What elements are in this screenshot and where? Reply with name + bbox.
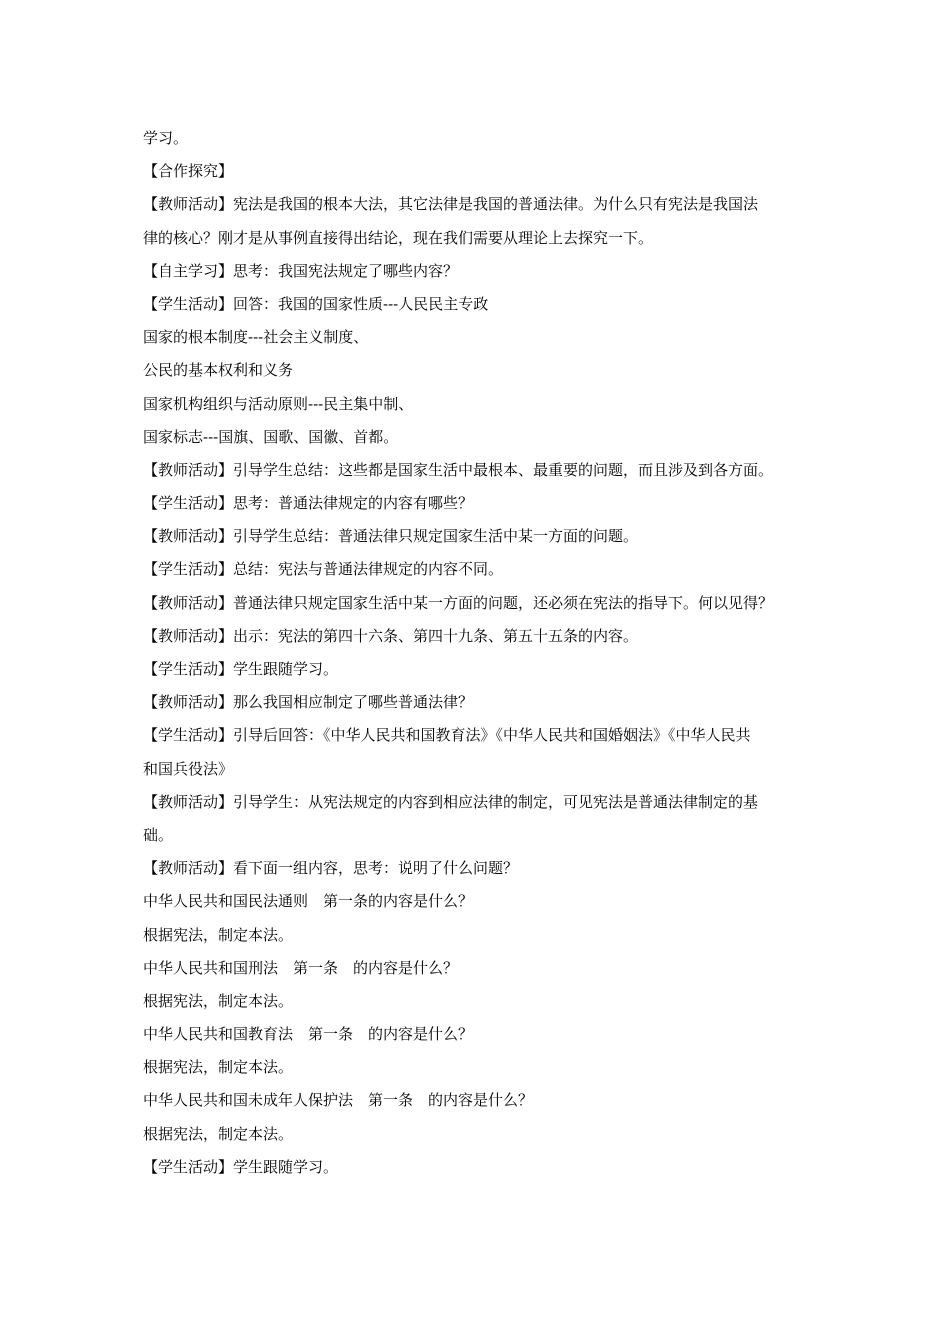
text-line: 公民的基本权利和义务 [143, 361, 294, 380]
section-heading: 【合作探究】 [143, 162, 234, 181]
text-line: 【学生活动】回答：我国的国家性质---人民民主专政 [143, 294, 489, 313]
text-line: 【教师活动】引导学生总结：普通法律只规定国家生活中某一方面的问题。 [143, 527, 639, 546]
text-line: 国家标志---国旗、国歌、国徽、首都。 [143, 427, 399, 446]
text-line: 【学生活动】学生跟随学习。 [143, 660, 339, 678]
text-line: 和国兵役法》 [143, 759, 234, 778]
text-line: 中华人民共和国教育法 第一条 的内容是什么？ [143, 1025, 474, 1044]
text-line: 中华人民共和国民法通则 第一条的内容是什么？ [143, 892, 474, 911]
text-line: 【教师活动】出示：宪法的第四十六条、第四十九条、第五十五条的内容。 [143, 626, 639, 645]
text-line: 【学生活动】总结：宪法与普通法律规定的内容不同。 [143, 560, 504, 579]
text-line: 学习。 [143, 129, 189, 147]
text-line: 【教师活动】那么我国相应制定了哪些普通法律？ [143, 693, 474, 712]
text-line: 根据宪法，制定本法。 [143, 1058, 294, 1077]
text-line: 【教师活动】看下面一组内容，思考：说明了什么问题？ [143, 859, 519, 878]
text-line: 根据宪法，制定本法。 [143, 1124, 294, 1143]
text-line: 律的核心？刚才是从事例直接得出结论，现在我们需要从理论上去探究一下。 [143, 228, 654, 247]
text-line: 【教师活动】引导学生：从宪法规定的内容到相应法律的制定，可见宪法是普通法律制定的基 [143, 792, 759, 811]
text-line: 【学生活动】思考：普通法律规定的内容有哪些？ [143, 494, 474, 513]
document-body [143, 122, 819, 1184]
text-line: 中华人民共和国刑法 第一条 的内容是什么？ [143, 958, 459, 977]
text-line: 【教师活动】宪法是我国的根本大法，其它法律是我国的普通法律。为什么只有宪法是我国法 [143, 195, 759, 214]
text-line: 根据宪法，制定本法。 [143, 925, 294, 944]
text-line: 根据宪法，制定本法。 [143, 991, 294, 1010]
text-line: 【学生活动】引导后回答：《中华人民共和国教育法》《中华人民共和国婚姻法》《中华人民共 [143, 726, 751, 745]
text-line: 中华人民共和国未成年人保护法 第一条 的内容是什么？ [143, 1091, 534, 1110]
text-line: 【学生活动】学生跟随学习。 [143, 1157, 339, 1176]
text-line: 国家机构组织与活动原则---民主集中制、 [143, 394, 414, 413]
text-line: 【教师活动】普通法律只规定国家生活中某一方面的问题，还必须在宪法的指导下。何以见得？ [143, 593, 774, 612]
text-line: 【自主学习】思考：我国宪法规定了哪些内容？ [143, 261, 459, 280]
text-line: 【教师活动】引导学生总结：这些都是国家生活中最根本、最重要的问题，而且涉及到各方面。 [143, 460, 774, 479]
text-line: 国家的根本制度---社会主义制度、 [143, 328, 369, 347]
text-line: 础。 [143, 825, 174, 844]
